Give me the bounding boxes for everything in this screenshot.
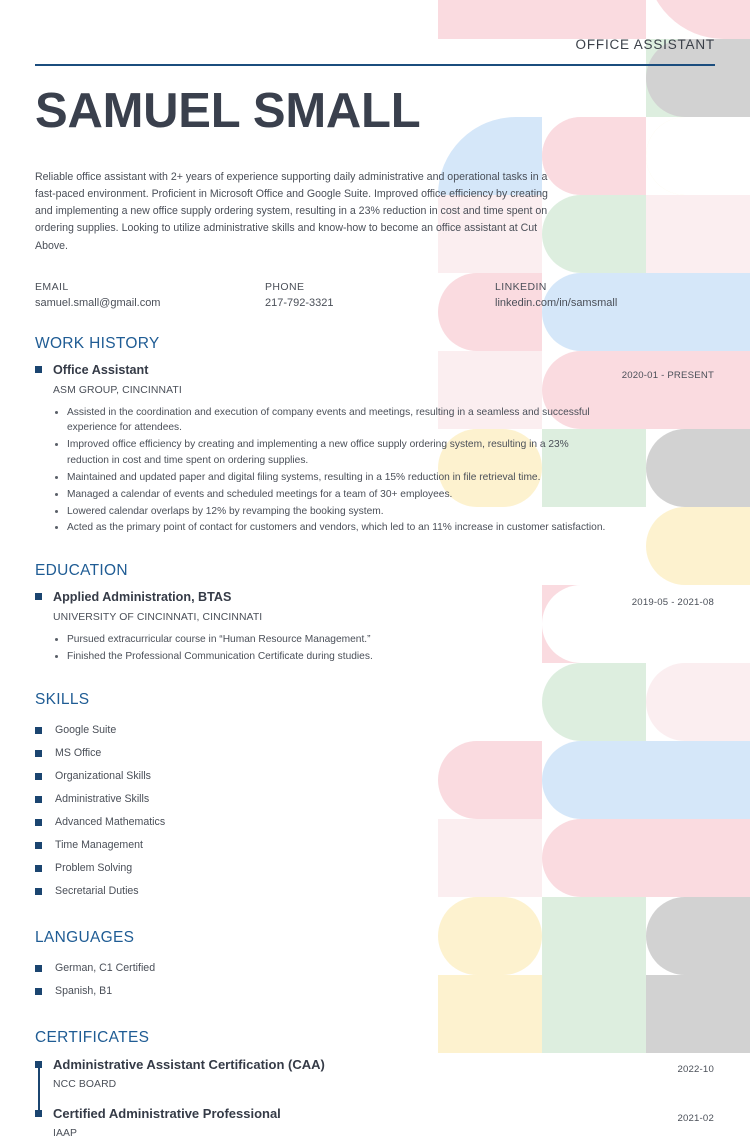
job-bullet: Acted as the primary point of contact for customers and vendors, which led to an 11% increase in customer satisfaction.: [53, 520, 613, 536]
contact-linkedin: [495, 281, 617, 309]
certificates-heading: CERTIFICATES: [35, 1028, 150, 1046]
education-bullet: Finished the Professional Communication Certificate during studies.: [53, 649, 613, 665]
phone-label: PHONE: [265, 280, 305, 293]
candidate-name: SAMUEL SMALL: [35, 84, 421, 138]
certificate-issuer: IAAP: [53, 1127, 78, 1139]
skill-item: [35, 788, 715, 811]
linkedin-label: LINKEDIN: [495, 280, 547, 293]
contact-row: [35, 281, 715, 309]
skills-heading: SKILLS: [35, 690, 90, 708]
skill-item: [35, 811, 715, 834]
square-bullet-icon: [35, 965, 42, 972]
square-bullet-icon: [35, 842, 42, 849]
square-bullet-icon: [35, 888, 42, 895]
work-history-heading: WORK HISTORY: [35, 334, 160, 352]
school-name: UNIVERSITY OF CINCINNATI, CINCINNATI: [53, 612, 263, 624]
section-certificates: [35, 1029, 715, 1139]
certificate-name: Certified Administrative Professional: [53, 1105, 281, 1121]
job-bullet: Lowered calendar overlaps by 12% by revamping the booking system.: [53, 504, 613, 520]
square-bullet-icon: [35, 988, 42, 995]
education-entry: [35, 590, 715, 665]
professional-summary: Reliable office assistant with 2+ years of experience supporting daily administrative and operational tasks in a fast-paced environment. Proficient in Microsoft Office and Google Suite. Improved office efficiency by creating and implementing a new office supply ordering system, resulting in a 23% reduction in cost and time spent on ordering supplies. Looking to utilize administrative skills and know-how to become an office assistant at Cut Above.: [35, 170, 548, 252]
email-label: EMAIL: [35, 280, 69, 293]
certificate-name: Administrative Assistant Certification (CAA): [53, 1056, 325, 1072]
certificates-group: [35, 1057, 715, 1139]
languages-heading: LANGUAGES: [35, 928, 135, 946]
language-item: [35, 957, 715, 980]
square-bullet-icon: [35, 593, 42, 600]
linkedin-value[interactable]: linkedin.com/in/samsmall: [495, 296, 618, 309]
skill-label: MS Office: [55, 747, 102, 760]
skill-label: Secretarial Duties: [55, 885, 139, 898]
square-bullet-icon: [35, 750, 42, 757]
education-heading: EDUCATION: [35, 562, 128, 580]
square-bullet-icon: [35, 1061, 42, 1068]
skill-label: Time Management: [55, 839, 143, 852]
square-bullet-icon: [35, 366, 42, 373]
job-bullet: Managed a calendar of events and scheduled meetings for a team of 30+ employees.: [53, 487, 613, 503]
skill-item: [35, 742, 715, 765]
square-bullet-icon: [35, 1110, 42, 1117]
job-title: Office Assistant: [53, 362, 149, 377]
job-bullet-list: [35, 405, 613, 537]
job-bullet: Assisted in the coordination and execution of company events and meetings, resulting in a seamless and successful experience for attendees.: [53, 405, 613, 437]
language-label: German, C1 Certified: [55, 962, 156, 975]
skills-list: [35, 719, 715, 903]
skill-label: Administrative Skills: [55, 793, 150, 806]
education-dates: 2019-05 - 2021-08: [631, 597, 714, 609]
section-work-history: [35, 335, 715, 537]
skill-label: Problem Solving: [55, 862, 133, 875]
email-value[interactable]: samuel.small@gmail.com: [35, 296, 161, 309]
square-bullet-icon: [35, 865, 42, 872]
certificate-issuer: NCC BOARD: [53, 1078, 117, 1090]
certificate-date: 2022-10: [677, 1063, 714, 1075]
language-label: Spanish, B1: [55, 985, 113, 998]
employer: ASM GROUP, CINCINNATI: [53, 384, 182, 396]
square-bullet-icon: [35, 727, 42, 734]
skill-item: [35, 719, 715, 742]
skill-label: Advanced Mathematics: [55, 816, 166, 829]
skill-item: [35, 857, 715, 880]
language-item: [35, 980, 715, 1003]
certificate-entry: [35, 1106, 715, 1139]
skill-label: Organizational Skills: [55, 770, 151, 783]
job-bullet: Improved office efficiency by creating and implementing a new office supply ordering system, resulting in a 23% reduction in cost and time spent on ordering supplies.: [53, 437, 613, 469]
job-dates: 2020-01 - PRESENT: [621, 369, 714, 381]
certificate-entry: [35, 1057, 715, 1090]
section-languages: [35, 929, 715, 1003]
phone-value[interactable]: 217-792-3321: [265, 296, 334, 309]
degree-title: Applied Administration, BTAS: [53, 590, 232, 605]
contact-email: [35, 281, 265, 309]
section-skills: [35, 691, 715, 903]
square-bullet-icon: [35, 796, 42, 803]
role-title: OFFICE ASSISTANT: [575, 37, 715, 52]
education-bullet: Pursued extracurricular course in “Human Resource Management.”: [53, 632, 613, 648]
square-bullet-icon: [35, 773, 42, 780]
skill-label: Google Suite: [55, 724, 117, 737]
contact-phone: [265, 281, 495, 309]
role-line: [35, 0, 715, 54]
education-bullet-list: [35, 632, 613, 665]
section-education: [35, 562, 715, 665]
square-bullet-icon: [35, 819, 42, 826]
skill-item: [35, 834, 715, 857]
job-bullet: Maintained and updated paper and digital filing systems, resulting in a 15% reduction in file retrieval time.: [53, 470, 613, 486]
languages-list: [35, 957, 715, 1003]
work-entry: [35, 363, 715, 537]
skill-item: [35, 880, 715, 903]
certificate-date: 2021-02: [677, 1112, 714, 1124]
header-divider: [35, 64, 715, 66]
skill-item: [35, 765, 715, 788]
